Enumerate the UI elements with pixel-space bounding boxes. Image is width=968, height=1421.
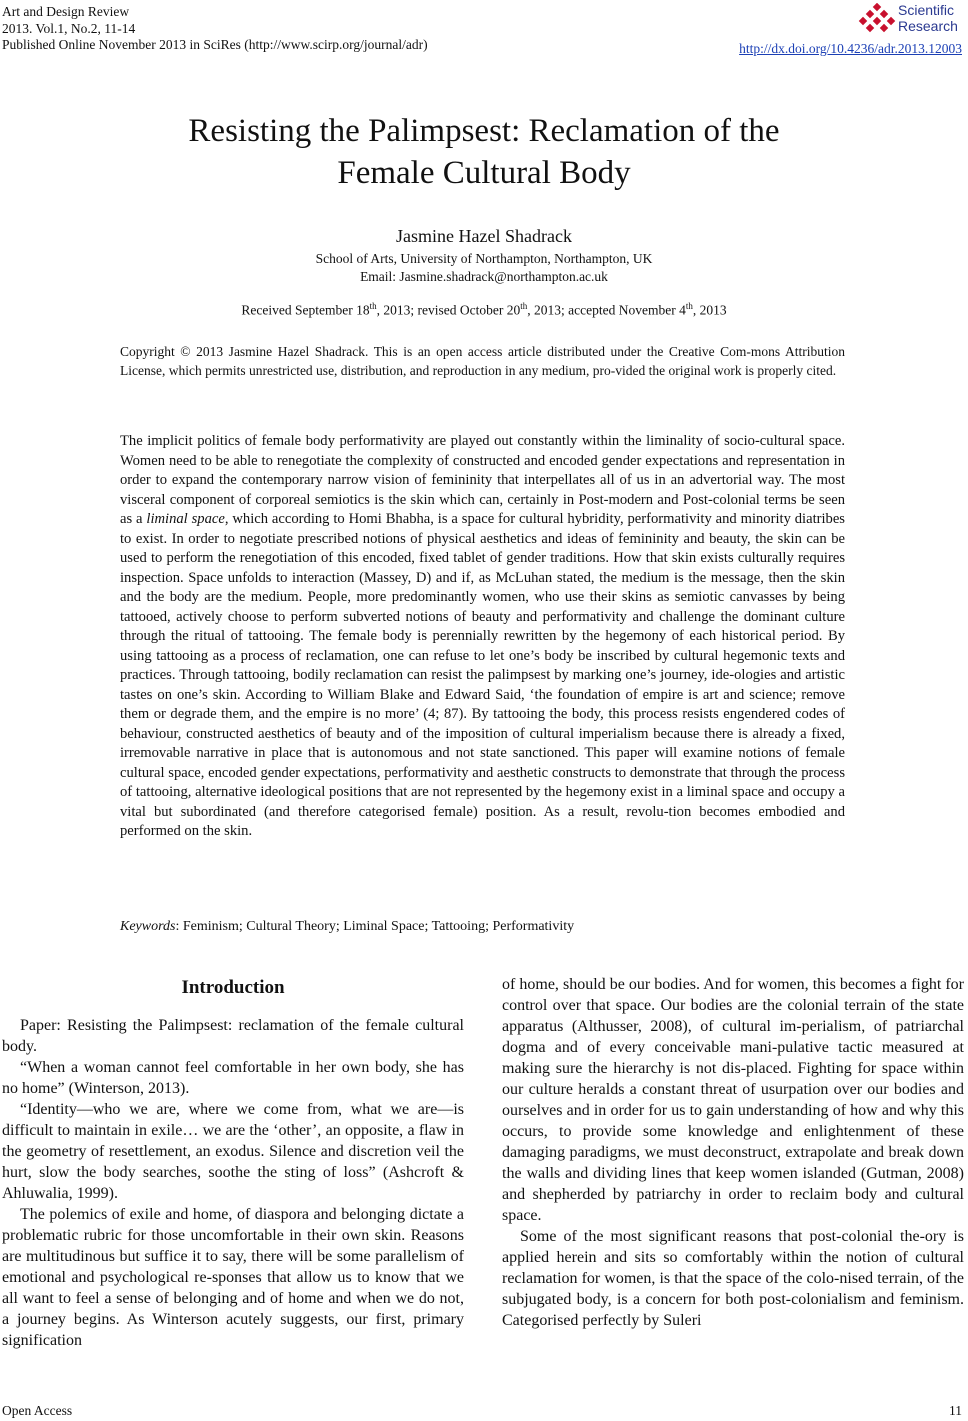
abstract-text-2: , which according to Homi Bhabha, is a space for cultural hybridity, performativity and minority diatribes to exist. In order to negotiate prescribed notions of physical aesthetics and ideas of femininity and beauty, the skin can be used to perform the renegotiation of this encoded, fixed tablet of gender traditions. How that skin exists culturally requires inspection. Space unfolds to interaction (Massey, D) and if, as McLuhan stated, the medium is the message, then the skin and the body are the medium. People, more predominantly women, who use their skins as semiotic canvasses by being tattooed, actively choose to perform subverted notions of beauty and performativity and challenge the dominant culture through the ritual of tattooing. The female body is perennially rewritten by the hegemony of each historical period. By using tattooing as a process of reclamation, one can refuse to let one’s body be inscribed by cultural hegemonic texts and practices. Through tattooing, bodily reclamation can resist the palimpsest by marking one’s journey, ide-ologies and artistic tastes on one’s skin. According to William Blake and Edward Said, ‘the foundation of empire is art and science; remove them or degrade them, and the empire is no more’ (4; 87). By tattooing the body, this process resists engendered codes of behaviour, constructed aesthetics of beauty and of the imposition of cultural imperialism because there is already a fixed, irremovable narrative in place that is autonomous and not state sanctioned. This paper will examine notions of female cultural space, encoded gender expectations, performativity and aesthetic constructs to demonstrate that through the process of tattooing, alternative ideological positions that are not represented by the hegemony exist in a liminal space and occupy a vital but subordinated (and therefore categorised female) position. As a result, revolu-tion becomes embodied and performed on the skin. [120, 511, 845, 839]
abstract-text-1: The implicit politics of female body performativity are played out constantly within the liminality of socio-cultural space. Women need to be able to renegotiate the complexity of constructed and encoded gender expectations and representation in order to expand the contemporary narrow vision of femininity that interpellates all of us in an advertorial way. The most visceral component of corporeal semiotics is the skin which can, certainly in Post-modern and Post-colonial terms be seen as a [120, 433, 845, 527]
footer-open-access: Open Access [2, 1403, 73, 1418]
paper-title [60, 110, 908, 194]
right-column [502, 974, 964, 1331]
logo-line-2: Research [898, 18, 958, 34]
abstract-italic-term: liminal space [146, 511, 225, 527]
logo-line-1: Scientific [898, 2, 955, 18]
journal-header [2, 4, 428, 54]
keywords-label: Keywords [120, 919, 176, 934]
logo-diamond-icon [858, 3, 896, 37]
dates-year: , 2013 [692, 302, 727, 318]
revised-date: , 2013; revised October 20 [376, 302, 521, 318]
author-affiliation-block [0, 250, 968, 286]
paragraph: “Identity—who we are, where we come from, what we are—is difficult to maintain in exile… we are the ‘other’, an opposite, a flaw in the geometry of resettlement, an exodus. Silence and discretion veil the hurt, slow the body searches, soothe the sting of loss” (Ashcroft & Ahluwalia, 1999). [2, 1101, 464, 1202]
journal-volume: 2013. Vol.1, No.2, 11-14 [2, 20, 136, 36]
received-suffix: th [369, 301, 377, 311]
copyright-notice: Copyright © 2013 Jasmine Hazel Shadrack. This is an open access article distributed under the Creative Com-mons Attribution License, which permits unrestricted use, distribution, and reproduction in any medium, pro-vided the original work is properly cited. [120, 344, 845, 378]
title-line-2: Female Cultural Body [337, 155, 631, 191]
paragraph: The polemics of exile and home, of diaspora and belonging dictate a problematic rubric for those uncomfortable in their own skin. Reasons are multitudinous but suffice it to say, there will be some parallelism of emotional and psychological re-sponses that allow us to know that we all want to feel a sense of belonging and of home and when we do not, a journey begins. As Winterson acutely suggests, our first, primary signification [2, 1206, 464, 1349]
accepted-date: , 2013; accepted November 4 [527, 302, 686, 318]
affiliation: School of Arts, University of Northampton, Northampton, UK [315, 251, 653, 266]
scientific-research-logo [858, 2, 962, 38]
author-email: Email: Jasmine.shadrack@northampton.ac.uk [360, 269, 608, 284]
doi-link[interactable]: http://dx.doi.org/10.4236/adr.2013.12003 [739, 41, 962, 56]
left-column [2, 1015, 464, 1351]
accepted-suffix: th [685, 301, 693, 311]
page-number: 11 [949, 1403, 962, 1418]
logo-text [898, 2, 958, 34]
paragraph: “When a woman cannot feel comfortable in her own body, she has no home” (Winterson, 2013). [2, 1059, 464, 1097]
paragraph: of home, should be our bodies. And for women, this becomes a fight for control over that space. Our bodies are the colonial terrain of the state apparatus (Althusser, 2008), of cultural im-perialism, of patriarchal dogma and of every conceivable mani-pulative tactic measured at making sure the hierarchy is not dis-placed. Fighting for space within our culture heralds a constant threat of usurpation over our bodies and ourselves and in order for us to gain understanding of how and why this occurs, to provide some knowledge and enlightenment of these damaging paradigms, we must deconstruct, extrapolate and break down the walls and dividing lines that keep women islanded (Gutman, 2008) and shepherded by patriarchy in order to reclaim body and cultural space. [502, 976, 964, 1224]
title-line-1: Resisting the Palimpsest: Reclamation of the [188, 113, 780, 149]
journal-name: Art and Design Review [2, 4, 130, 19]
abstract [120, 432, 845, 842]
published-online: Published Online November 2013 in SciRes (http://www.scirp.org/journal/adr) [2, 37, 428, 52]
section-heading-introduction: Introduction [181, 977, 285, 998]
paragraph: Some of the most significant reasons that post-colonial the-ory is applied herein and sits so comfortably within the notion of cultural reclamation for women, is that the space of the colo-nised terrain, of the subjugated body, is a concern for both post-colonialism and feminism. Categorised perfectly by Suleri [502, 1228, 964, 1329]
paragraph: Paper: Resisting the Palimpsest: reclamation of the female cultural body. [2, 1017, 464, 1055]
submission-dates [0, 301, 968, 319]
received-date: Received September 18 [241, 302, 370, 318]
keywords-list: : Feminism; Cultural Theory; Liminal Space; Tattooing; Performativity [175, 919, 575, 934]
revised-suffix: th [520, 301, 528, 311]
author-name: Jasmine Hazel Shadrack [396, 226, 572, 246]
keywords [120, 919, 845, 935]
